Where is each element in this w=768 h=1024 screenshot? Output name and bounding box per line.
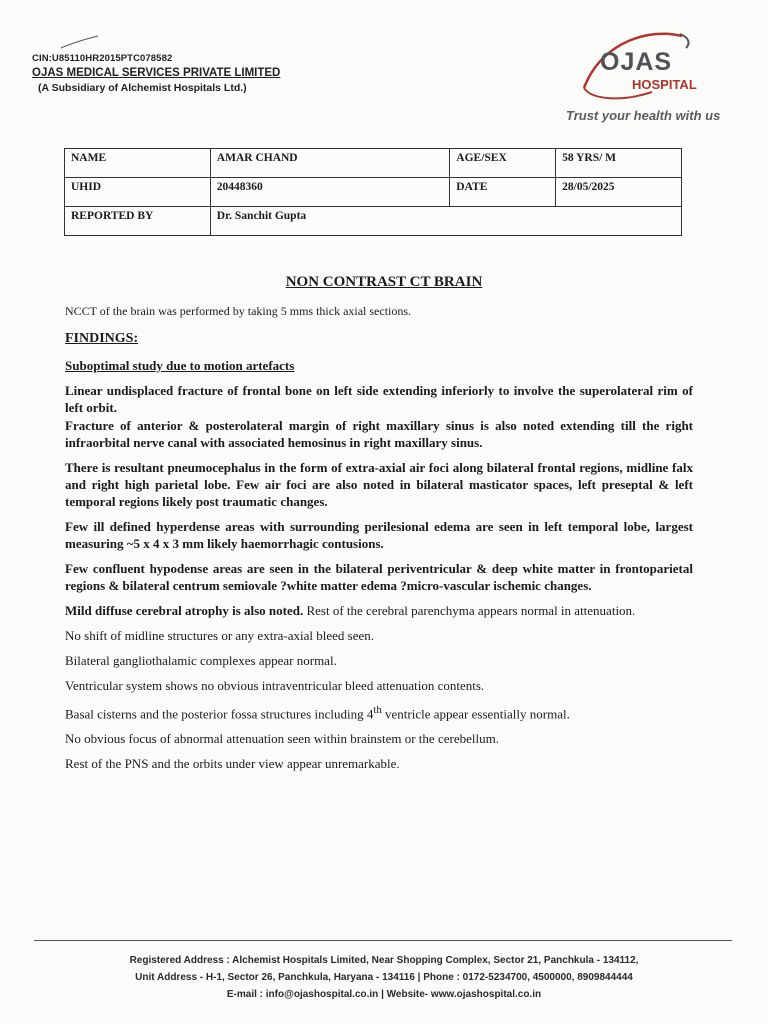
logo-tagline: Trust your health with us (566, 108, 721, 123)
company-name: OJAS MEDICAL SERVICES PRIVATE LIMITED (32, 67, 281, 79)
report-body (65, 300, 693, 772)
finding-paragraph: Few ill defined hyperdense areas with surrounding perilesional edema are seen in left temporal lobe, largest measuring ~5 x 4 x 3 mm likely haemorrhagic contusions. (65, 519, 693, 551)
finding-text: ventricle appear essentially normal. (381, 706, 570, 722)
finding-paragraph: Ventricular system shows no obvious intraventricular bleed attenuation contents. (65, 678, 485, 693)
finding-text: Rest of the cerebral parenchyma appears normal in attenuation. (303, 603, 636, 618)
superscript: th (373, 704, 382, 716)
report-date: 28/05/2025 (556, 178, 682, 207)
patient-agesex: 58 YRS/ M (556, 149, 682, 178)
table-row (65, 178, 682, 207)
agesex-label: AGE/SEX (450, 149, 556, 178)
unit-address: Unit Address - H-1, Sector 26, Panchkula, Haryana - 134116 | Phone : 0172-5234700, 4500000, 8909844444 (135, 972, 633, 983)
finding-paragraph: No shift of midline structures or any extra-axial bleed seen. (65, 628, 375, 643)
suboptimal-note: Suboptimal study due to motion artefacts (65, 358, 295, 373)
company-block (32, 52, 280, 96)
logo-sub-text: HOSPITAL (632, 77, 697, 92)
findings-heading: FINDINGS: (65, 331, 139, 346)
company-subsidiary: (A Subsidiary of Alchemist Hospitals Ltd.) (38, 82, 247, 94)
finding-paragraph: No obvious focus of abnormal attenuation seen within brainstem or the cerebellum. (65, 731, 499, 747)
name-label: NAME (65, 149, 211, 178)
reported-by-label: REPORTED BY (65, 207, 211, 236)
finding-paragraph: Rest of the PNS and the orbits under view appear unremarkable. (65, 756, 400, 772)
uhid-label: UHID (65, 178, 211, 207)
finding-paragraph (65, 602, 693, 619)
report-title: NON CONTRAST CT BRAIN (285, 274, 483, 290)
hospital-logo (562, 30, 732, 130)
finding-paragraph: There is resultant pneumocephalus in the form of extra-axial air foci along bilateral frontal regions, midline falx and right high parietal lobe. Few air foci are also noted in bilateral masticator spaces, left preseptal & left temporal regions likely post traumatic changes. (65, 460, 693, 509)
contact-info: E-mail : info@ojashospital.co.in | Website- www.ojashospital.co.in (226, 989, 542, 1000)
reported-by: Dr. Sanchit Gupta (210, 207, 681, 236)
report-title-wrap (0, 274, 768, 291)
patient-uhid: 20448360 (210, 178, 449, 207)
finding-paragraph (65, 702, 693, 722)
patient-info-table (64, 148, 682, 236)
finding-paragraph: Bilateral gangliothalamic complexes appear normal. (65, 653, 337, 668)
table-row (65, 149, 682, 178)
finding-bold-text: Mild diffuse cerebral atrophy is also noted. (65, 603, 304, 618)
finding-paragraph: Linear undisplaced fracture of frontal bone on left side extending inferiorly to involve the superolateral rim of left orbit. (65, 383, 693, 415)
footer-divider (34, 940, 732, 941)
finding-paragraph: Few confluent hypodense areas are seen in the bilateral periventricular & deep white matter in frontoparietal regions & bilateral centrum semiovale ?white matter edema ?micro-vascular ischemic changes. (65, 561, 693, 593)
date-label: DATE (450, 178, 556, 207)
registered-address: Registered Address : Alchemist Hospitals Limited, Near Shopping Complex, Sector 21, Panchkula - 134112, (129, 955, 639, 966)
finding-text: Basal cisterns and the posterior fossa structures including 4 (65, 706, 374, 722)
footer (0, 952, 768, 1003)
patient-name: AMAR CHAND (210, 149, 449, 178)
report-intro: NCCT of the brain was performed by taking 5 mms thick axial sections. (65, 304, 412, 318)
table-row (65, 207, 682, 236)
logo-main-text: OJAS (600, 48, 673, 76)
cin-number: CIN:U85110HR2015PTC078582 (32, 53, 173, 64)
finding-paragraph: Fracture of anterior & posterolateral margin of right maxillary sinus is also noted extending till the right infraorbital nerve canal with associated hemosinus in right maxillary sinus. (65, 418, 693, 450)
pen-scribble (60, 34, 100, 50)
